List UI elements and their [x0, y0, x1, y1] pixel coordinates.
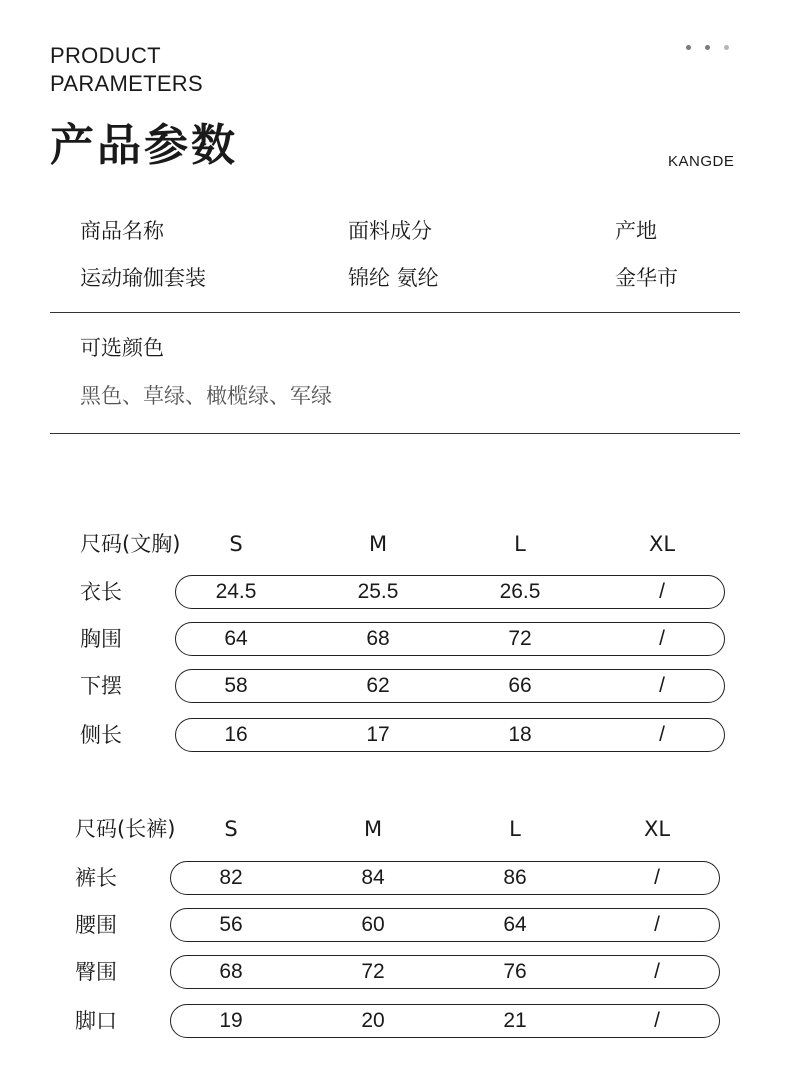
colors-value: 黑色、草绿、橄榄绿、军绿 — [80, 384, 332, 408]
page-title-english — [50, 42, 203, 98]
cell-m: 25.5 — [357, 580, 399, 603]
cell-m: 62 — [366, 674, 390, 697]
size-s-header: S — [224, 817, 238, 841]
table-row — [80, 622, 730, 656]
origin-label: 产地 — [615, 219, 657, 243]
cell-s: 64 — [224, 627, 248, 650]
cell-l: 66 — [508, 674, 532, 697]
bra-size-table — [80, 530, 730, 760]
cell-l: 18 — [508, 723, 532, 746]
product-name-label: 商品名称 — [80, 219, 164, 243]
cell-l: 86 — [503, 866, 527, 889]
row-label: 胸围 — [80, 627, 122, 651]
cell-l: 72 — [508, 627, 532, 650]
divider — [50, 433, 740, 434]
row-label: 下摆 — [80, 674, 122, 698]
row-label: 腰围 — [75, 913, 117, 937]
cell-m: 20 — [361, 1009, 385, 1032]
bra-size-header-label: 尺码(文胸) — [80, 532, 181, 556]
table-row — [75, 861, 725, 895]
cell-xl: / — [654, 913, 660, 936]
dot — [705, 45, 710, 50]
cell-s: 82 — [219, 866, 243, 889]
cell-m: 84 — [361, 866, 385, 889]
cell-s: 24.5 — [215, 580, 257, 603]
row-label: 臀围 — [75, 960, 117, 984]
product-name-value: 运动瑜伽套装 — [80, 266, 206, 290]
table-row — [75, 955, 725, 989]
cell-m: 60 — [361, 913, 385, 936]
brand-name: KANGDE — [668, 153, 735, 170]
dot — [724, 45, 729, 50]
cell-m: 72 — [361, 960, 385, 983]
cell-l: 21 — [503, 1009, 527, 1032]
cell-xl: / — [654, 960, 660, 983]
cell-l: 64 — [503, 913, 527, 936]
cell-s: 58 — [224, 674, 248, 697]
table-row — [80, 718, 730, 752]
table-row — [80, 669, 730, 703]
cell-xl: / — [659, 723, 665, 746]
cell-xl: / — [659, 674, 665, 697]
cell-m: 68 — [366, 627, 390, 650]
cell-xl: / — [654, 866, 660, 889]
cell-s: 16 — [224, 723, 248, 746]
title-line-parameters: PARAMETERS — [50, 71, 203, 96]
cell-l: 26.5 — [499, 580, 541, 603]
table-row — [75, 1004, 725, 1038]
size-m-header: M — [368, 532, 388, 556]
size-l-header: L — [514, 532, 526, 556]
dot — [686, 45, 691, 50]
table-row — [75, 908, 725, 942]
fabric-label: 面料成分 — [348, 219, 432, 243]
cell-xl: / — [654, 1009, 660, 1032]
pants-size-table — [75, 815, 725, 1045]
dots-icon — [686, 45, 729, 50]
colors-label: 可选颜色 — [80, 336, 164, 360]
size-s-header: S — [229, 532, 243, 556]
cell-s: 56 — [219, 913, 243, 936]
row-label: 衣长 — [80, 580, 122, 604]
cell-s: 19 — [219, 1009, 243, 1032]
page-title: 产品参数 — [50, 120, 238, 171]
cell-l: 76 — [503, 960, 527, 983]
size-m-header: M — [363, 817, 383, 841]
size-xl-header: XL — [648, 532, 676, 556]
cell-m: 17 — [366, 723, 390, 746]
cell-xl: / — [659, 627, 665, 650]
table-row — [80, 575, 730, 609]
title-line-product: PRODUCT — [50, 43, 161, 68]
size-xl-header: XL — [643, 817, 671, 841]
cell-s: 68 — [219, 960, 243, 983]
row-label: 裤长 — [75, 866, 117, 890]
row-label: 侧长 — [80, 723, 122, 747]
divider — [50, 312, 740, 313]
origin-value: 金华市 — [615, 266, 678, 290]
row-label: 脚口 — [75, 1009, 117, 1033]
fabric-value: 锦纶 氨纶 — [348, 266, 439, 290]
cell-xl: / — [659, 580, 665, 603]
size-l-header: L — [509, 817, 521, 841]
pants-size-header-label: 尺码(长裤) — [75, 817, 176, 841]
